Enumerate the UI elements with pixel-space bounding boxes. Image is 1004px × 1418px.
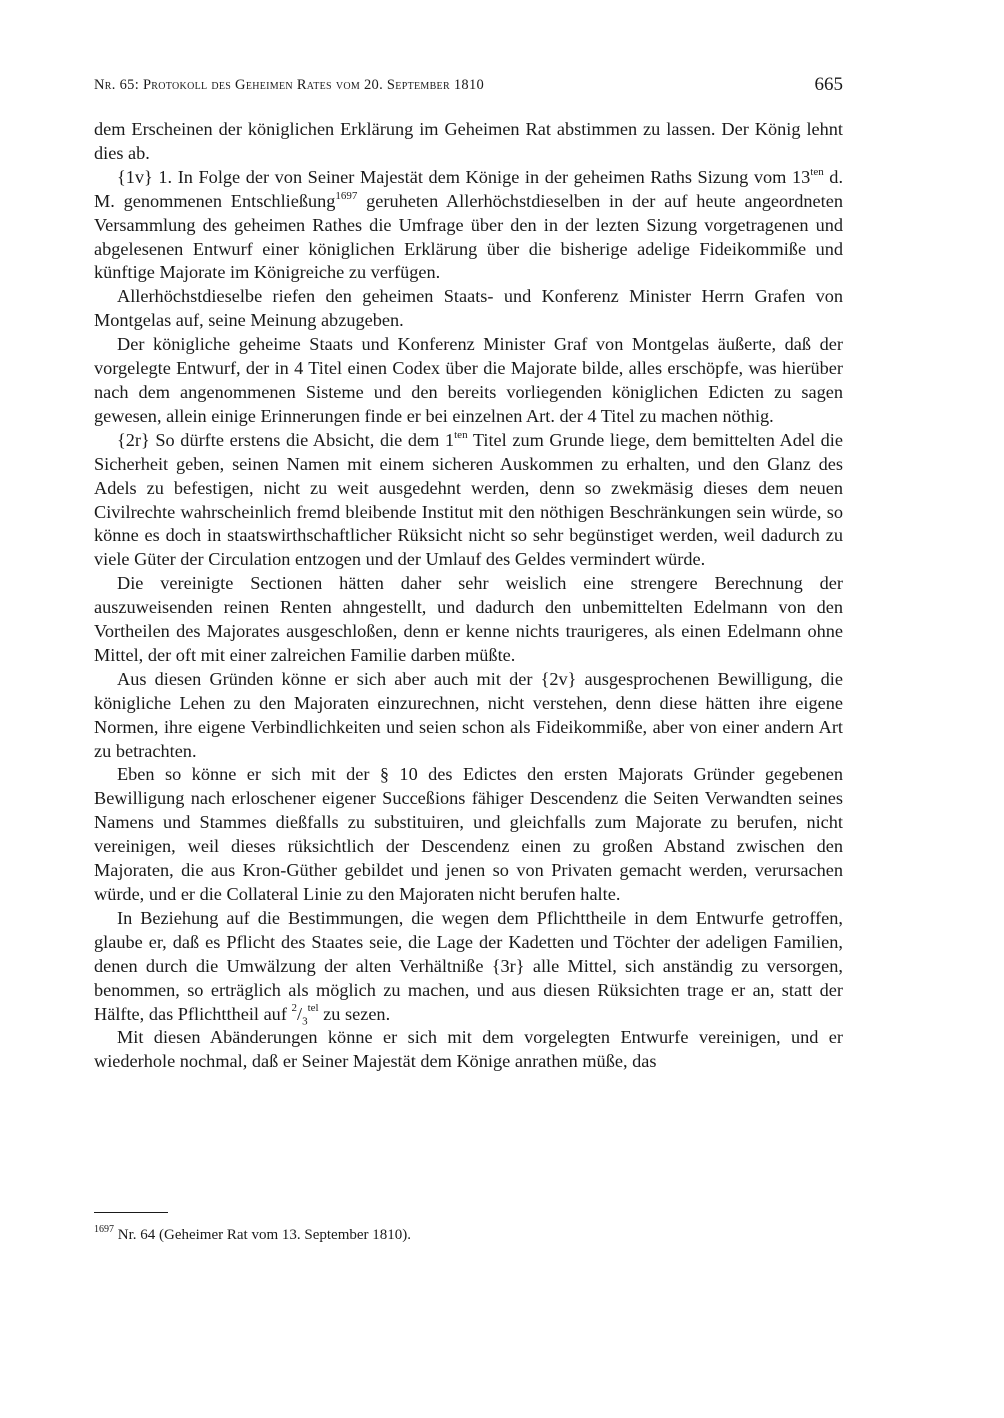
paragraph-10 [94, 1026, 843, 1074]
paragraph-4-text: Der königliche geheime Staats und Konferenz Minister Graf von Montgelas äußerte, daß der vorgelegte Entwurf, der in 4 Titel einen Codex über die Majorate bilde, alles erschöpfe, was hierüber nach dem angenommenen Sisteme und den bereits vorliegenden königlichen Edicten zu sagen gewesen, allein einige Erinnerungen finde er bei einzelnen Art. der 4 Titel zu machen nöthig. [94, 334, 843, 426]
fraction-numerator: 2 [291, 1002, 297, 1015]
footnote-reference-1697[interactable]: 1697 [335, 189, 358, 202]
paragraph-5-text-a: {2r} So dürfte erstens die Absicht, die dem 1 [117, 429, 455, 450]
paragraph-1-text: dem Erscheinen der königlichen Erklärung im Geheimen Rat abstimmen zu lassen. Der König lehnt dies ab. [94, 119, 843, 163]
paragraph-2-text-c: geruheten Allerhöchstdieselben in der auf heute angeordneten Versammlung des geheimen Rathes die Umfrage über den in der lezten Sizung vorgetragenen und abgelesenen Entwurf einer königlichen Erklärung über die bisherige adelige Fideikommiße und künftige Majorate im Königreiche zu verfügen. [94, 190, 844, 283]
paragraph-9-text-b: zu sezen. [318, 1003, 391, 1024]
paragraph-9 [94, 907, 843, 1027]
paragraph-5 [94, 429, 843, 572]
superscript-tel: tel [307, 1002, 319, 1015]
footnote-separator [94, 1212, 168, 1213]
paragraph-7 [94, 668, 843, 764]
paragraph-6 [94, 572, 843, 668]
page-number: 665 [814, 74, 843, 95]
superscript-ten: ten [454, 428, 468, 441]
running-head: Nr. 65: Protokoll des Geheimen Rates vom 20. September 1810 [94, 77, 485, 93]
page-header [94, 74, 843, 98]
paragraph-3 [94, 285, 843, 333]
paragraph-9-text-a: In Beziehung auf die Bestimmungen, die wegen dem Pflichttheile in dem Entwurfe getroffen, glaube er, daß es Pflicht des Staates seie, die Lage der Kadetten und Töchter der adeligen Familien, denen durch die Umwälzung der alten Verhältniße {3r} alle Mittel, sich anständig zu versorgen, benommen, so erträglich als möglich zu machen, und aus diesen Rüksichten trage er an, statt der Hälfte, das Pflichttheil auf [94, 907, 843, 1024]
paragraph-2 [94, 166, 843, 286]
fraction-denominator: 3 [302, 1015, 308, 1028]
superscript-ten: ten [810, 165, 824, 178]
paragraph-7-text: Aus diesen Gründen könne er sich aber auch mit der {2v} ausgesprochenen Bewilligung, die königliche Lehen zu den Majoraten einzurechnen, nicht verstehen, denn diese hätten ihre eigene Normen, ihre eigene Verbindlichkeiten und seien schon als Fideikommiße, aber von einer andern Art zu betrachten. [94, 668, 843, 761]
footnote-1697 [94, 1225, 843, 1245]
paragraph-10-text: Mit diesen Abänderungen könne er sich mit dem vorgelegten Entwurfe vereinigen, und er wiederhole nochmal, daß er Seiner Majestät dem Könige anrathen müße, das [94, 1027, 843, 1072]
paragraph-2-text-a: {1v} 1. In Folge der von Seiner Majestät dem Könige in der geheimen Raths Sizung vom 13 [117, 166, 811, 187]
body-text [94, 118, 843, 1074]
paragraph-3-text: Allerhöchstdieselbe riefen den geheimen Staats- und Konferenz Minister Herrn Grafen von Montgelas auf, seine Meinung abzugeben. [94, 286, 843, 331]
paragraph-6-text: Die vereinigte Sectionen hätten daher sehr weislich eine strengere Berechnung der auszuweisenden reinen Renten ahngestellt, und dadurch den unbemittelten Edelmann von den Vortheilen des Majorates ausgeschloßen, denn er kenne nichts traurigeres, als einen Edelmann ohne Mittel, der oft mit einer zalreichen Familie darben müßte. [94, 573, 843, 665]
footnote-number: 1697 [94, 1224, 114, 1235]
paragraph-4 [94, 333, 843, 429]
fraction-slash: / [296, 1003, 303, 1024]
paragraph-8 [94, 763, 843, 906]
paragraph-2-text-b: d. M. genommenen Entschließung [94, 166, 844, 211]
paragraph-1 [94, 118, 843, 166]
footnote-text: Nr. 64 (Geheimer Rat vom 13. September 1810). [114, 1227, 412, 1243]
paragraph-5-text-b: Titel zum Grunde liege, dem bemittelten Adel die Sicherheit geben, seinen Namen mit einem sicheren Auskommen zu erhalten, und den Glanz des Adels zu befestigen, nicht zu weit ausgedehnt werden, denn so zwekmäsig dieses dem neuen Civilrechte wahrscheinlich fremd bleibende Institut mit den nöthigen Beschränkungen sein würde, so könne es doch in staatswirthschaftlicher Rüksicht nicht so sehr begünstiget werden, weil dadurch zu viele Güter der Circulation entzogen und der Umlauf des Geldes vermindert würde. [94, 429, 843, 570]
paragraph-8-text: Eben so könne er sich mit der § 10 des Edictes den ersten Majorats Gründer gegebenen Bewilligung nach erloschener eigener Succeßions fähiger Descendenz die Seiten Verwandten seines Namens und Stammes dießfalls zu substituiren, und gleichfalls zum Majorate zu berufen, nicht vereinigen, weil dieses rüksichtlich der Descendenz einen zu großen Abstand zwischen den Majoraten, die aus Kron-Güther gebildet und jenen so von Privaten gemacht werden, verursachen würde, und er die Collateral Linie zu den Majoraten nicht berufen halte. [94, 764, 843, 904]
